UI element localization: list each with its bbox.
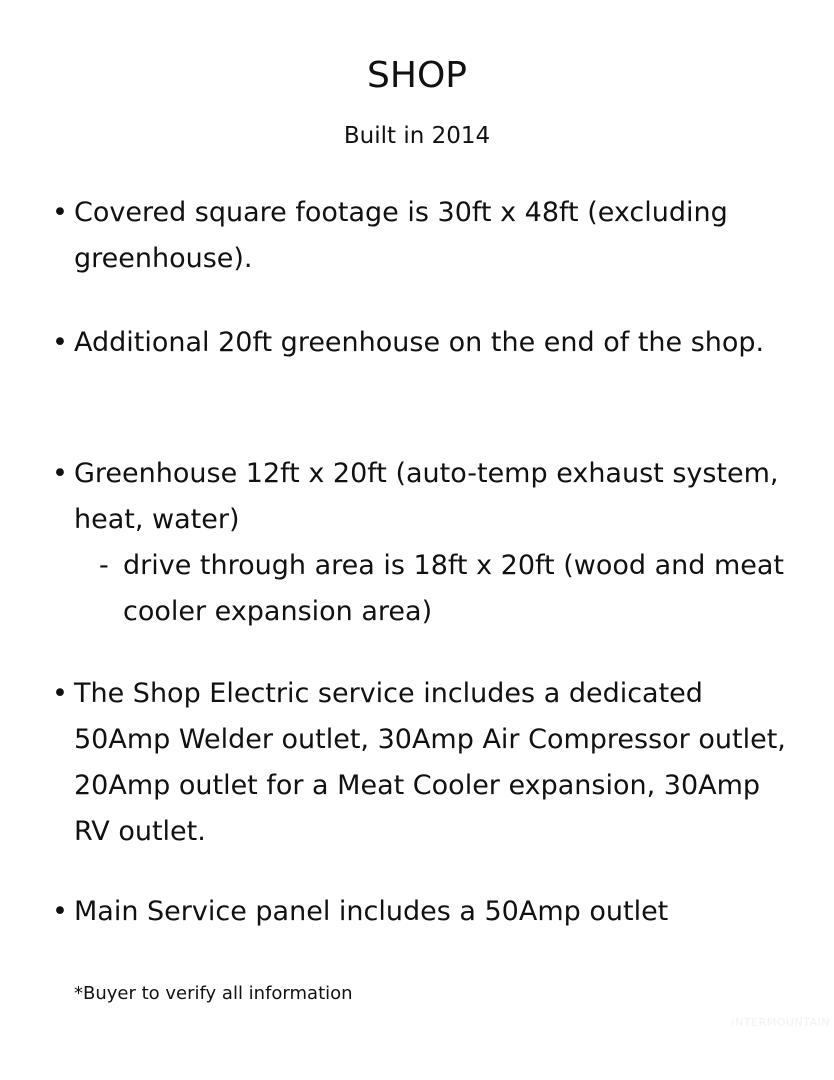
page-title: SHOP	[367, 55, 467, 96]
list-item-main-service-panel	[52, 889, 792, 935]
list-item-electric-service	[52, 671, 792, 855]
list-item-additional-greenhouse	[52, 320, 792, 366]
sub-item-drive-through	[99, 543, 792, 635]
bullet-icon: •	[52, 327, 68, 358]
dash-icon: -	[99, 550, 109, 581]
list-item-text: Additional 20ft greenhouse on the end of the shop.	[74, 327, 765, 358]
bullet-icon: •	[52, 896, 68, 927]
list-item-greenhouse-size	[52, 451, 792, 635]
disclaimer-note: *Buyer to verify all information	[74, 983, 353, 1004]
page-subtitle: Built in 2014	[343, 123, 491, 149]
bullet-icon: •	[52, 197, 68, 228]
list-item-text: Greenhouse 12ft x 20ft (auto-temp exhaust system, heat, water)	[74, 458, 779, 535]
watermark: INTERMOUNTAIN	[731, 1016, 830, 1029]
list-item-square-footage	[52, 190, 792, 282]
list-item-text: The Shop Electric service includes a dedicated 50Amp Welder outlet, 30Amp Air Compressor outlet, 20Amp outlet for a Meat Cooler expansion, 30Amp RV outlet.	[74, 678, 786, 847]
bullet-icon: •	[52, 458, 68, 489]
list-item-text: Covered square footage is 30ft x 48ft (excluding greenhouse).	[74, 197, 728, 274]
sub-item-text: drive through area is 18ft x 20ft (wood and meat cooler expansion area)	[123, 550, 784, 627]
list-item-text: Main Service panel includes a 50Amp outlet	[74, 896, 669, 927]
bullet-icon: •	[52, 678, 68, 709]
